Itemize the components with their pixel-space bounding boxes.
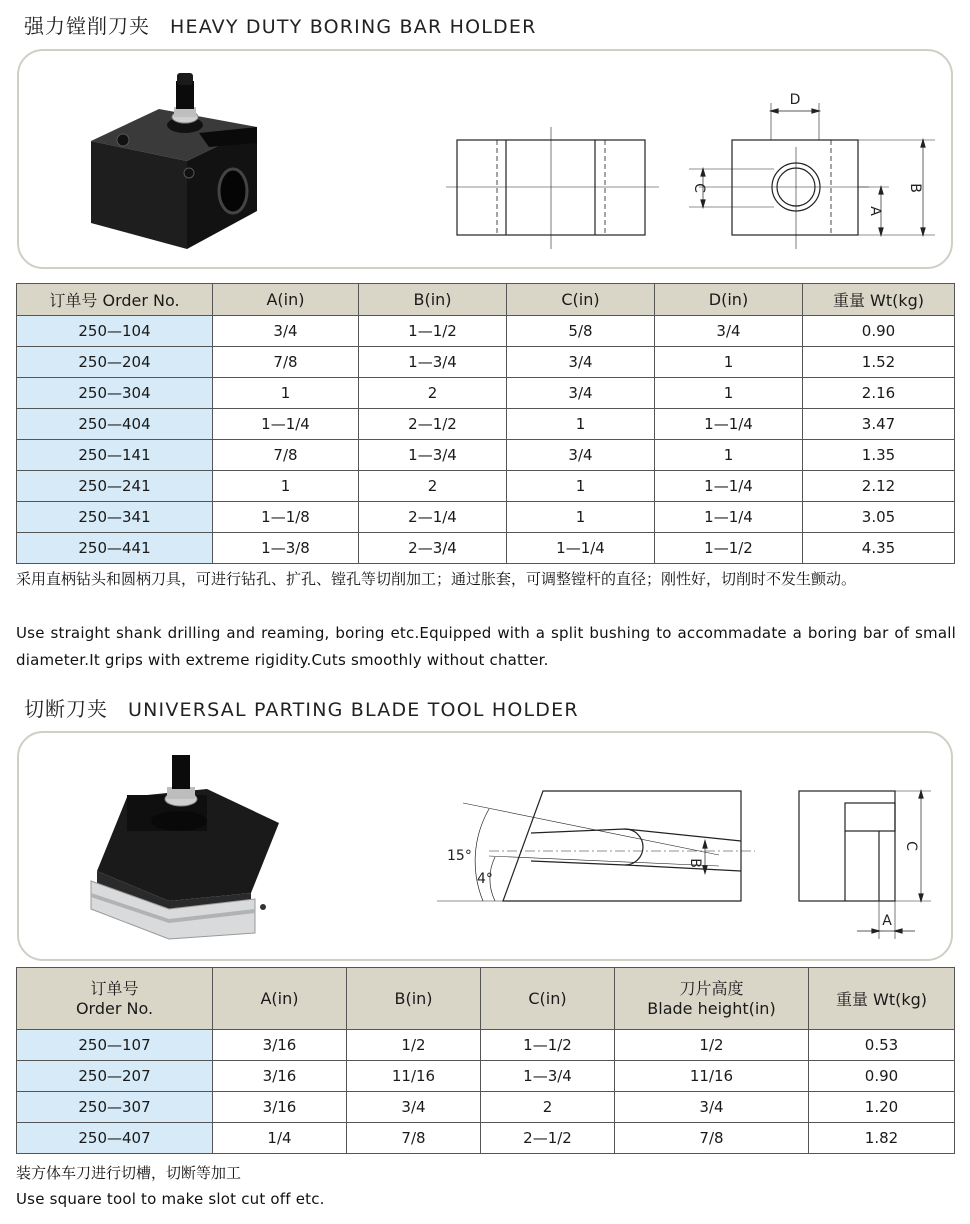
table-cell: 1 xyxy=(507,409,655,440)
table-row xyxy=(17,471,955,502)
table-cell: 3/4 xyxy=(507,440,655,471)
table-cell: 7/8 xyxy=(213,440,359,471)
table-cell: 3/4 xyxy=(655,316,803,347)
section1-title-en: HEAVY DUTY BORING BAR HOLDER xyxy=(170,16,537,38)
table-cell: 2—1/2 xyxy=(481,1123,615,1154)
table-cell: 7/8 xyxy=(615,1123,809,1154)
section2-table-header xyxy=(17,968,955,1030)
table-row xyxy=(17,440,955,471)
header2-order-en: Order No. xyxy=(75,998,154,1018)
header2-blade-height xyxy=(615,968,809,1030)
header-weight: 重量 Wt(kg) xyxy=(803,284,955,316)
table-cell: 3/16 xyxy=(213,1092,347,1123)
table-cell: 11/16 xyxy=(615,1061,809,1092)
dim-label-d: D xyxy=(789,92,801,108)
table-cell: 1—1/4 xyxy=(213,409,359,440)
table-cell: 1.82 xyxy=(809,1123,955,1154)
table-cell: 3/4 xyxy=(213,316,359,347)
section1-figure-panel xyxy=(17,49,953,269)
table-cell: 2 xyxy=(481,1092,615,1123)
section2-title-cn: 切断刀夹 xyxy=(24,697,108,721)
dim-label-a: A xyxy=(867,206,883,216)
dim-label-a-2: A xyxy=(882,913,892,929)
table-cell: 2 xyxy=(359,471,507,502)
order-number-cell: 250—241 xyxy=(17,471,213,502)
header2-order-no xyxy=(17,968,213,1030)
order-number-cell: 250—404 xyxy=(17,409,213,440)
order-number-cell: 250—307 xyxy=(17,1092,213,1123)
section2-figure-panel xyxy=(17,731,953,961)
section2-spec-table xyxy=(16,967,955,1154)
table-cell: 3/16 xyxy=(213,1061,347,1092)
dim-label-b-2: B xyxy=(687,858,703,868)
section2-desc-cn: 装方体车刀进行切槽，切断等加工 xyxy=(16,1164,242,1182)
order-number-cell: 250—304 xyxy=(17,378,213,409)
section1-desc-en: Use straight shank drilling and reaming, boring etc.Equipped with a split bushing to accommadate a boring bar of small diameter.It grips with extreme rigidity.Cuts smoothly without chatter. xyxy=(16,624,956,669)
table-cell: 1.35 xyxy=(803,440,955,471)
end-view-drawing xyxy=(799,791,931,939)
table-cell: 7/8 xyxy=(347,1123,481,1154)
table-cell: 1—1/4 xyxy=(655,502,803,533)
table-cell: 2 xyxy=(359,378,507,409)
table-cell: 1 xyxy=(507,471,655,502)
order-number-cell: 250—204 xyxy=(17,347,213,378)
order-number-cell: 250—207 xyxy=(17,1061,213,1092)
section1-spec-table xyxy=(16,283,955,564)
table-row xyxy=(17,409,955,440)
boring-bar-holder-photo xyxy=(91,73,257,249)
section1-title xyxy=(24,10,536,39)
section2-title xyxy=(24,693,579,722)
table-row xyxy=(17,347,955,378)
table-cell: 1—1/8 xyxy=(213,502,359,533)
table-cell: 1—1/4 xyxy=(507,533,655,564)
table-cell: 5/8 xyxy=(507,316,655,347)
dim-label-c: C xyxy=(691,183,707,193)
header-order-no: 订单号 Order No. xyxy=(17,284,213,316)
header2-blade-cn: 刀片高度 xyxy=(679,978,744,998)
table-cell: 1—1/2 xyxy=(359,316,507,347)
parting-blade-holder-photo xyxy=(91,755,279,939)
order-number-cell: 250—341 xyxy=(17,502,213,533)
table-cell: 2.16 xyxy=(803,378,955,409)
table-row xyxy=(17,378,955,409)
header-c: C(in) xyxy=(507,284,655,316)
table-cell: 11/16 xyxy=(347,1061,481,1092)
section2-figure xyxy=(19,733,951,959)
table-cell: 2—1/2 xyxy=(359,409,507,440)
angle-label-15: 15° xyxy=(447,848,472,864)
table-cell: 3.47 xyxy=(803,409,955,440)
table-cell: 3/16 xyxy=(213,1030,347,1061)
header2-order-cn: 订单号 xyxy=(90,978,139,998)
table-cell: 1 xyxy=(213,471,359,502)
table-cell: 1/4 xyxy=(213,1123,347,1154)
table-cell: 1—1/2 xyxy=(655,533,803,564)
header2-weight: 重量 Wt(kg) xyxy=(809,968,955,1030)
table-cell: 1.52 xyxy=(803,347,955,378)
table-cell: 1 xyxy=(213,378,359,409)
table-cell: 1 xyxy=(655,378,803,409)
section1-title-cn: 强力镗削刀夹 xyxy=(24,14,150,38)
order-number-cell: 250—441 xyxy=(17,533,213,564)
table-cell: 0.90 xyxy=(809,1061,955,1092)
table-cell: 1.20 xyxy=(809,1092,955,1123)
table-cell: 1 xyxy=(655,347,803,378)
table-cell: 1—3/8 xyxy=(213,533,359,564)
table-cell: 3/4 xyxy=(507,347,655,378)
table-cell: 1/2 xyxy=(615,1030,809,1061)
header2-c: C(in) xyxy=(481,968,615,1030)
header2-b: B(in) xyxy=(347,968,481,1030)
table-cell: 0.90 xyxy=(803,316,955,347)
table-cell: 1—1/4 xyxy=(655,409,803,440)
table-cell: 0.53 xyxy=(809,1030,955,1061)
table-row xyxy=(17,1092,955,1123)
angle-label-4: 4° xyxy=(477,871,493,887)
table-cell: 1—3/4 xyxy=(359,347,507,378)
table-cell: 2—1/4 xyxy=(359,502,507,533)
order-number-cell: 250—107 xyxy=(17,1030,213,1061)
table-cell: 2—3/4 xyxy=(359,533,507,564)
dim-label-c-2: C xyxy=(903,841,919,851)
header2-a: A(in) xyxy=(213,968,347,1030)
dim-label-b: B xyxy=(907,183,923,193)
order-number-cell: 250—407 xyxy=(17,1123,213,1154)
table-cell: 1—3/4 xyxy=(359,440,507,471)
header-a: A(in) xyxy=(213,284,359,316)
table-row xyxy=(17,533,955,564)
section1-figure xyxy=(19,51,951,267)
table-row xyxy=(17,1061,955,1092)
section2-desc-en: Use square tool to make slot cut off etc. xyxy=(16,1190,325,1208)
header-b: B(in) xyxy=(359,284,507,316)
table-cell: 1—1/4 xyxy=(655,471,803,502)
table-cell: 1/2 xyxy=(347,1030,481,1061)
section1-table-header xyxy=(17,284,955,316)
table-cell: 7/8 xyxy=(213,347,359,378)
header2-blade-en: Blade height(in) xyxy=(647,998,776,1018)
order-number-cell: 250—141 xyxy=(17,440,213,471)
table-row xyxy=(17,502,955,533)
front-view-drawing xyxy=(446,127,659,249)
table-cell: 1—1/2 xyxy=(481,1030,615,1061)
table-row xyxy=(17,1030,955,1061)
table-cell: 3/4 xyxy=(615,1092,809,1123)
table-cell: 2.12 xyxy=(803,471,955,502)
section2-title-en: UNIVERSAL PARTING BLADE TOOL HOLDER xyxy=(128,699,579,721)
table-cell: 4.35 xyxy=(803,533,955,564)
table-cell: 3/4 xyxy=(347,1092,481,1123)
table-row xyxy=(17,316,955,347)
table-cell: 1 xyxy=(655,440,803,471)
section1-desc-cn: 采用直柄钻头和圆柄刀具，可进行钻孔、扩孔、镗孔等切削加工；通过胀套，可调整镗杆的直径；刚性好，切削时不发生颤动。 xyxy=(16,570,857,588)
table-cell: 1—3/4 xyxy=(481,1061,615,1092)
table-row xyxy=(17,1123,955,1154)
table-cell: 3/4 xyxy=(507,378,655,409)
header-d: D(in) xyxy=(655,284,803,316)
table-cell: 3.05 xyxy=(803,502,955,533)
side-view-drawing xyxy=(689,103,935,249)
table-cell: 1 xyxy=(507,502,655,533)
order-number-cell: 250—104 xyxy=(17,316,213,347)
